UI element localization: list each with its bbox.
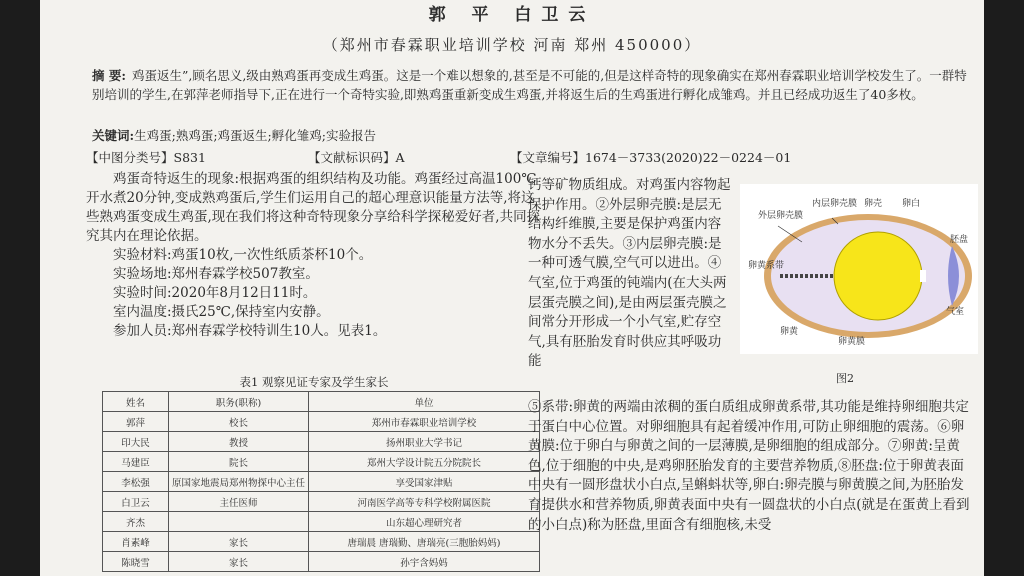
right-column-top <box>528 176 734 372</box>
clc-number: 【中图分类号】S831 <box>86 150 206 165</box>
right-bottom-text: ⑤系带:卵黄的两端由浓稠的蛋白质组成卵黄系带,其功能是维持卵细胞共定于蛋白中心位置。对卵细胞具有起着缓冲作用,可防止卵细胞的震荡。⑥卵黄膜:位于卵白与卵黄之间的一层薄膜,是卵细胞的组成部分。⑦卵黄:呈黄色,位于细胞的中央,是鸡卵胚胎发育的主要营养物质,⑧胚盘:位于卵黄表面中央有一圆形盘状小白点,呈蝌蚪状等,卵白:卵壳膜与卵黄膜之间,为胚胎发育提供水和营养物质,卵黄表面中央有一圆盘状的小白点(就是在蛋黄上看到的小白点)称为胚盘,里面含有细胞核,未受 <box>528 399 970 533</box>
table-row <box>103 512 540 532</box>
paper-page <box>40 0 984 576</box>
table-cell <box>169 512 309 532</box>
table-cell: 印大民 <box>103 432 169 452</box>
label-shell: 卵壳 <box>864 199 883 209</box>
table-cell: 郑州市春霖职业培训学校 <box>309 412 540 432</box>
abstract <box>92 66 972 104</box>
keywords-label: 关键词: <box>92 128 135 143</box>
table-header-cell: 职务(职称) <box>169 392 309 412</box>
authors-line: 郭 平 白卫云 <box>428 5 596 25</box>
table-cell: 教授 <box>169 432 309 452</box>
table-cell: 主任医师 <box>169 492 309 512</box>
table-cell: 河南医学高等专科学校附属医院 <box>309 492 540 512</box>
label-outer-membrane: 外层卵壳膜 <box>758 211 804 221</box>
table-cell: 白卫云 <box>103 492 169 512</box>
table-row <box>103 492 540 512</box>
left-paragraph: 参加人员:郑州春霖学校特训生10人。见表1。 <box>113 323 387 339</box>
table-header-cell: 姓名 <box>103 392 169 412</box>
label-yolk-membrane: 卵黄膜 <box>838 337 866 347</box>
table-cell: 郭萍 <box>103 412 169 432</box>
table-row <box>103 532 540 552</box>
abstract-label: 摘 要: <box>92 68 126 83</box>
table-cell: 马建臣 <box>103 452 169 472</box>
table-cell: 家长 <box>169 552 309 572</box>
doc-code: 【文献标识码】A <box>308 150 405 165</box>
table-header-row <box>103 392 540 412</box>
figure-caption: 图2 <box>836 372 854 385</box>
label-blastodisc: 胚盘 <box>950 235 969 245</box>
label-yolk-white: 卵白 <box>902 199 921 209</box>
article-number: 【文章编号】1674－3733(2020)22－0224－01 <box>510 150 792 165</box>
label-chalaza: 卵黄系带 <box>748 261 785 271</box>
left-paragraph: 室内温度:摄氏25℃,保持室内安静。 <box>113 304 330 320</box>
table-cell: 原国家地震局郑州物探中心主任 <box>169 472 309 492</box>
yolk-shape <box>834 232 922 320</box>
table-cell: 扬州职业大学书记 <box>309 432 540 452</box>
table-cell: 李松强 <box>103 472 169 492</box>
right-column-bottom <box>528 398 976 535</box>
table-cell: 山东超心理研究者 <box>309 512 540 532</box>
table-row <box>103 432 540 452</box>
keywords <box>92 126 972 144</box>
observers-table <box>102 391 540 572</box>
table-cell: 院长 <box>169 452 309 472</box>
table-cell: 陈晓雪 <box>103 552 169 572</box>
table-cell: 唐瑞晨 唐瑞勤、唐瑞亮(三胞胎妈妈) <box>309 532 540 552</box>
left-paragraph: 鸡蛋奇特返生的现象:根据鸡蛋的组织结构及功能。鸡蛋经过高温100℃开水煮20分钟,变成熟鸡蛋后,学生们运用自己的超心理意识能量方法等,将这些熟鸡蛋变成生鸡蛋,现在我们将这种奇特现象分享给科学探秘爱好者,共同探究其内在理论依据。 <box>86 171 541 244</box>
table-cell: 孙宇含妈妈 <box>309 552 540 572</box>
table-cell: 家长 <box>169 532 309 552</box>
table-cell: 享受国家津贴 <box>309 472 540 492</box>
left-paragraph: 实验时间:2020年8月12日11时。 <box>113 285 317 301</box>
table-row <box>103 412 540 432</box>
blastodisc-shape <box>920 270 926 282</box>
right-dark-margin <box>984 0 1024 576</box>
table-row <box>103 552 540 572</box>
abstract-text: 鸡蛋返生”,顾名思义,级由熟鸡蛋再变成生鸡蛋。这是一个难以想象的,甚至是不可能的,但是这样奇特的现象确实在郑州春霖职业培训学校发生了。一群特别培训的学生,在郭萍老师指导下,正在进行一个奇特实验,即熟鸡蛋重新变成生鸡蛋,并将返生后的生鸡蛋进行孵化成雏鸡。并且已经成功返生了40多枚。 <box>92 68 967 102</box>
egg-structure-figure <box>740 184 978 354</box>
keywords-text: 生鸡蛋;熟鸡蛋;鸡蛋返生;孵化雏鸡;实验报告 <box>134 128 376 143</box>
right-top-text: 钙等矿物质组成。对鸡蛋内容物起保护作用。②外层卵壳膜:是层无结构纤维膜,主要是保护鸡蛋内容物水分不丢失。③内层卵壳膜:是一种可透气膜,空气可以进出。④气室,位于鸡蛋的钝端内(在大头两层蛋壳膜之间),是由两层蛋壳膜之间常分开形成一个小气室,贮存空气,具有胚胎发育时供应其呼吸功能 <box>528 177 731 370</box>
table-row <box>103 452 540 472</box>
table-cell: 齐杰 <box>103 512 169 532</box>
left-dark-margin <box>0 0 40 576</box>
table-caption: 表1 观察见证专家及学生家长 <box>239 375 389 389</box>
label-air-cell: 气室 <box>946 307 965 317</box>
left-column <box>86 170 542 341</box>
label-inner-membrane: 内层卵壳膜 <box>812 199 858 209</box>
label-yolk-core: 卵黄 <box>780 327 799 337</box>
left-paragraph: 实验场地:郑州春霖学校507教室。 <box>113 266 319 282</box>
affiliation-line: （郑州市春霖职业培训学校 河南 郑州 450000） <box>322 36 702 54</box>
table-cell: 郑州大学设计院五分院院长 <box>309 452 540 472</box>
table-cell: 肖素峰 <box>103 532 169 552</box>
left-paragraph: 实验材料:鸡蛋10枚,一次性纸质茶杯10个。 <box>113 247 373 263</box>
table-header-cell: 单位 <box>309 392 540 412</box>
table-cell: 校长 <box>169 412 309 432</box>
table-row <box>103 472 540 492</box>
